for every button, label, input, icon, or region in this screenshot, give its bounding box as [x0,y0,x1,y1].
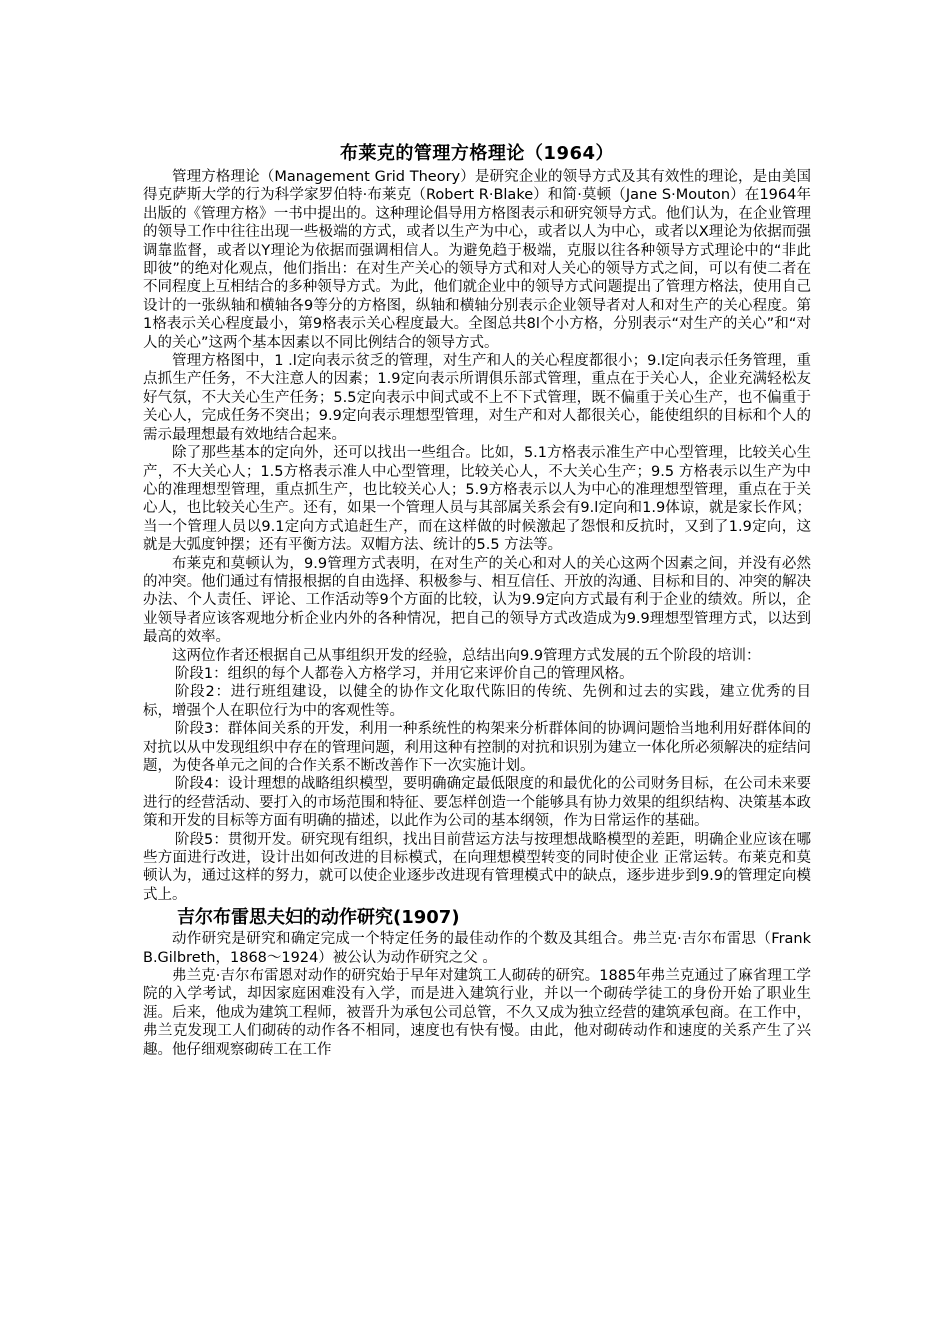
section-title-motion-study: 吉尔布雷思夫妇的动作研究(1907) [177,907,460,929]
document-page [143,142,811,1059]
stage-paragraph: 阶段2：进行班组建设，以健全的协作文化取代陈旧的传统、先例和过去的实践，建立优秀的目 标，增强个人在职位行为中的客观性等。 [143,684,811,719]
paragraph: 这两位作者还根据自己从事组织开发的经验，总结出向9.9管理方式发展的五个阶段的培训： [172,647,761,664]
paragraph: 管理方格图中，1 .l定向表示贫乏的管理，对生产和人的关心程度都很小；9.l定向表示任务管理，重点抓生产任务，不大注意人的因素；1.9定向表示所谓俱乐部式管理，重点在于关心人，企业充满轻松友好气氛，不大关心生产任务；5.5定向表示中间式或不上不下式管理，既不偏重于关心生产，也不偏重于关心人，完成任务不突出；9.9定向表示理想型管理，对生产和对人都很关心，能使组织的目标和个人的需示最理想最有效地结合起来。 [143,353,811,443]
paragraph: 弗兰克·吉尔布雷恩对动作的研究始于早年对建筑工人砌砖的研究。1885年弗兰克通过了麻省理工学院的入学考试，却因家庭困难没有入学，而是进入建筑行业，并以一个砌砖学徒工的身份开始了职业生涯。后来，他成为建筑工程师，被晋升为承包公司总管，不久又成为独立经营的建筑承包商。在工作中，弗兰克发现工人们砌砖的动作各不相同，速度也有快有慢。由此，他对砌砖动作和速度的关系产生了兴趣。他仔细观察砌砖工在工作 [143,968,811,1058]
stage-paragraph: 阶段5：贯彻开发。研究现有组织，找出目前营运方法与按理想战略模型的差距，明确企业应该在哪些方面进行改进，设计出如何改进的目标模式，在向理想模型转变的同时使企业 正常运转。布莱克和莫顿认为，通过这样的努力，就可以使企业逐步改进现有管理模式中的缺点，逐步进步到9.9的管理定向模式上。 [143,831,811,903]
paragraph: 管理方格理论（Management Grid Theory）是研究企业的领导方式及其有效性的理论，是由美国得克萨斯大学的行为科学家罗伯特·布莱克（Robert R·Blake）和简·莫顿（Jane S·Mouton）在1964年出版的《管理方格》一书中提出的。这种理论倡导用方格图表示和研究领导方式。他们认为，在企业管理的领导工作中往往出现一些极端的方式，或者以生产为中心，或者以人为中心，或者以X理论为依据而强调靠监督，或者以Y理论为依据而强调相信人。为避免趋于极端，克服以往各种领导方式理论中的“非此即彼”的绝对化观点，他们指出：在对生产关心的领导方式和对人关心的领导方式之间，可以有使二者在不同程度上互相结合的多种领导方式。为此，他们就企业中的领导方式问题提出了管理方格法，使用自己设计的一张纵轴和横轴各9等分的方格图，纵轴和横轴分别表示企业领导者对人和对生产的关心程度。第1格表示关心程度最小，第9格表示关心程度最大。全图总共8l个小方格，分别表示“对生产的关心”和“对人的关心”这两个基本因素以不同比例结合的领导方式。 [143,169,811,351]
stage-paragraph: 阶段3：群体间关系的开发，利用一种系统性的构架来分析群体间的协调问题恰当地利用好群体间的对抗以从中发现组织中存在的管理问题，利用这种有控制的对抗和识别为建立一体化所必须解决的症结问题，为使各单元之间的合作关系不断改善作下一次实施计划。 [143,721,811,774]
stage-paragraph: 阶段4：设计理想的战略组织模型，要明确确定最低限度的和最优化的公司财务目标，在公司未来要进行的经营活动、要打入的市场范围和特征、要怎样创造一个能够具有协力效果的组织结构、决策基本政策和开发的目标等方面有明确的描述，以此作为公司的基本纲领，作为日常运作的基础。 [143,776,811,830]
paragraph: 动作研究是研究和确定完成一个特定任务的最佳动作的个数及其组合。弗兰克·吉尔布雷思（Frank B.Gilbreth，1868～1924）被公认为动作研究之父 。 [143,931,811,966]
paragraph: 除了那些基本的定向外，还可以找出一些组合。比如，5.1方格表示准生产中心型管理，比较关心生产，不大关心人；1.5方格表示准人中心型管理，比较关心人，不大关心生产；9.5 方格表示以生产为中心的准理想型管理，重点抓生产，也比较关心人；5.9方格表示以人为中心的准理想型管理，重点在于关心人，也比较关心生产。还有，如果一个管理人员与其部属关系会有9.l定向和1.9体谅，就是家长作风；当一个管理人员以9.1定向方式追赶生产，而在这样做的时候激起了怨恨和反抗时，又到了1.9定向，这就是大弧度钟摆；还有平衡方法。双帽方法、统计的5.5 方法等。 [143,445,811,554]
section-title-managerial-grid: 布莱克的管理方格理论（1964） [339,143,615,164]
paragraph: 布莱克和莫顿认为，9.9管理方式表明，在对生产的关心和对人的关心这两个因素之间，并没有必然的冲突。他们通过有情报根据的自由选择、积极参与、相互信任、开放的沟通、目标和目的、冲突的解决办法、个人责任、评论、工作活动等9个方面的比较，认为9.9定向方式最有利于企业的绩效。所以，企业领导者应该客观地分析企业内外的各种情况，把自己的领导方式改造成为9.9理想型管理方式，以达到最高的效率。 [143,555,811,646]
stage-paragraph: 阶段1：组织的每个人都卷入方格学习，并用它来评价自己的管理风格。 [174,665,634,682]
